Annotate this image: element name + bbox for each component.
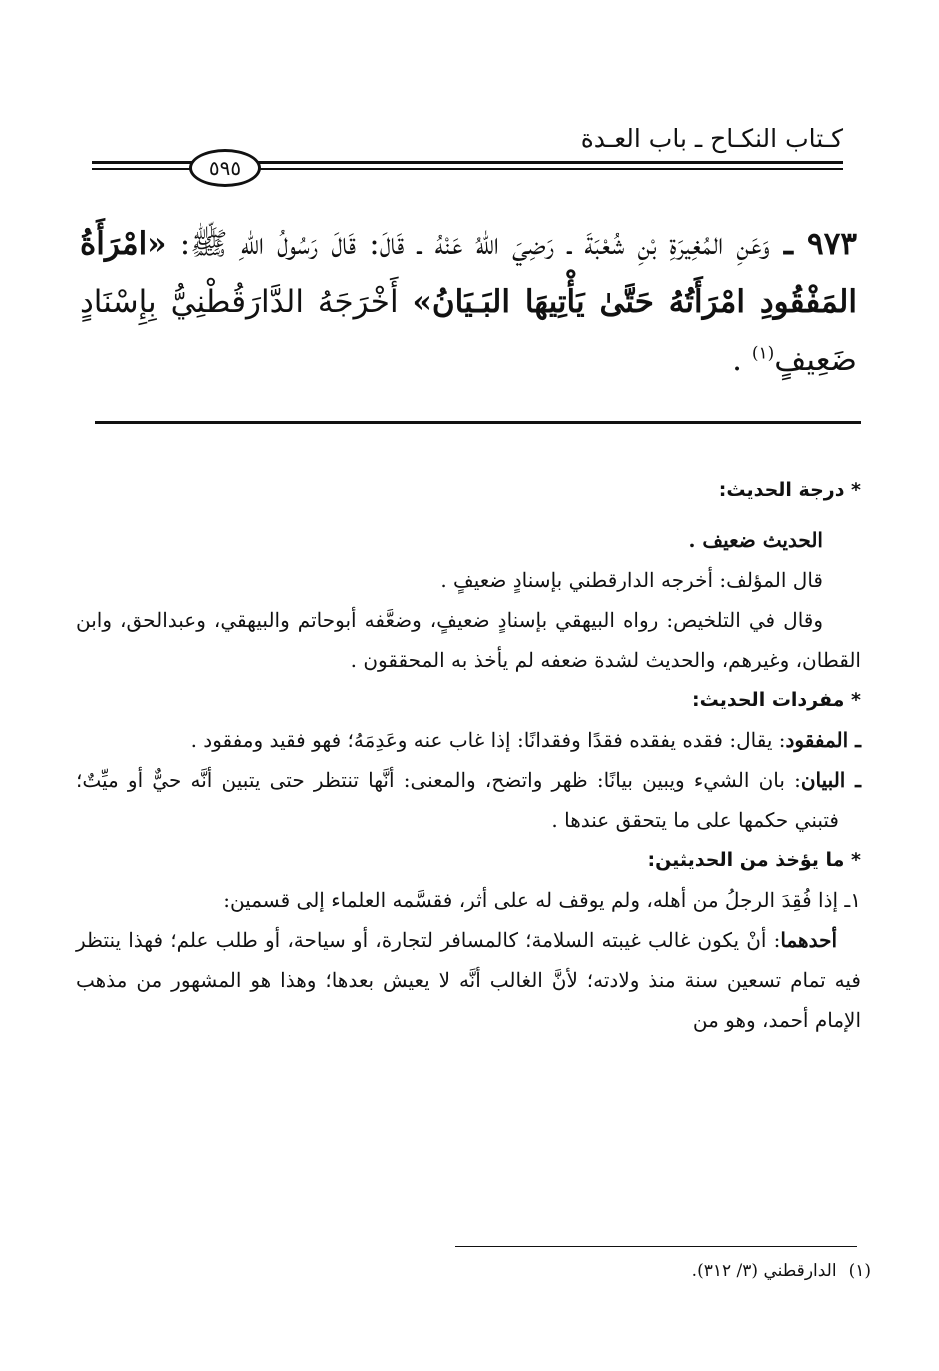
hadith-quote: «امْرَأَةُ المَفْقُودِ امْرَأَتُهُ حَتَّىٰ يَأْتِيهَا البَـيَانُ» — [80, 226, 857, 320]
lessons-heading: * ما يؤخذ من الحديثين: — [647, 849, 861, 871]
grade-paragraph-1: قال المؤلف: أخرجه الدارقطني بإسنادٍ ضعيفٍ . — [440, 568, 823, 592]
vocab-item-2 — [76, 760, 861, 840]
footnote-divider — [455, 1246, 857, 1247]
vocab-text-1: : يقال: فقده يفقده فقدًا وفقدانًا: إذا غاب عنه وعَدِمَهُ؛ فهو فقيد ومفقود . — [190, 728, 786, 752]
hadith-divider — [95, 421, 861, 424]
lesson-1a — [76, 920, 861, 1040]
vocab-item-1 — [76, 720, 861, 760]
hadith-text — [80, 215, 857, 389]
grade-heading: * درجة الحديث: — [718, 479, 861, 501]
running-title: كـتاب النكـاح ـ باب العـدة — [580, 124, 843, 153]
footnote-ref: (١) — [751, 343, 775, 364]
footnote — [692, 1258, 871, 1284]
hadith-number: ٩٧٣ — [807, 226, 857, 262]
footnote-text: الدارقطني (٣/ ٣١٢). — [691, 1261, 837, 1281]
vocab-text-2: : بان الشيء ويبين بيانًا: ظهر واتضح، والمعنى: أنَّها تنتظر حتى يتبين أنَّه حيٌّ أو ميِّتٌ؛ فتبني حكمها على ما يتحقق عندها . — [76, 768, 839, 832]
hadith-end: . — [732, 342, 752, 378]
grade-lead: الحديث ضعيف . — [688, 528, 823, 552]
footnote-number: (١) — [848, 1261, 871, 1281]
vocab-heading: * مفردات الحديث: — [692, 689, 861, 711]
vocab-term-2: ـ البيان — [800, 768, 861, 792]
page-number: ٥٩٥ — [189, 149, 261, 187]
header-rule — [92, 149, 843, 185]
lesson-1a-term: أحدهما — [780, 928, 837, 952]
commentary — [76, 470, 861, 1040]
lesson-1a-text: : أنْ يكون غالب غيبته السلامة؛ كالمسافر لتجارة، أو سياحة، أو طلب علم؛ فهذا ينتظر فيه تمام تسعين سنة منذ ولادته؛ لأنَّ الغالب أنَّه لا يعيش بعدها؛ وهذا هو المشهور من مذهب الإمام أحمد، وهو من — [76, 928, 861, 1032]
hadith-attribution: أَخْرَجَهُ الدَّارَقُطْنِيُّ بِإِسْنَادٍ ضَعِيفٍ — [80, 284, 857, 378]
grade-paragraph-2: وقال في التلخيص: رواه البيهقي بإسنادٍ ضعيفٍ، وضعَّفه أبوحاتم والبيهقي، وعبدالحق، وابن القطان، وغيرهم، والحديث لشدة ضعفه لم يأخذ به المحققون . — [76, 608, 861, 672]
hadith-dash: ـ — [769, 226, 808, 262]
lesson-1: ١ـ إذا فُقِدَ الرجلُ من أهله، ولم يوقف له على أثر، فقسَّمه العلماء إلى قسمين: — [223, 888, 861, 912]
hadith-intro: وَعَنِ المُغِيرَةِ بْنِ شُعْبَةَ ـ رَضِيَ اللهُ عَنْهُ ـ قَالَ: قَالَ رَسُولُ اللهِ ﷺ: — [166, 226, 770, 262]
vocab-term-1: ـ المفقود — [785, 728, 861, 752]
